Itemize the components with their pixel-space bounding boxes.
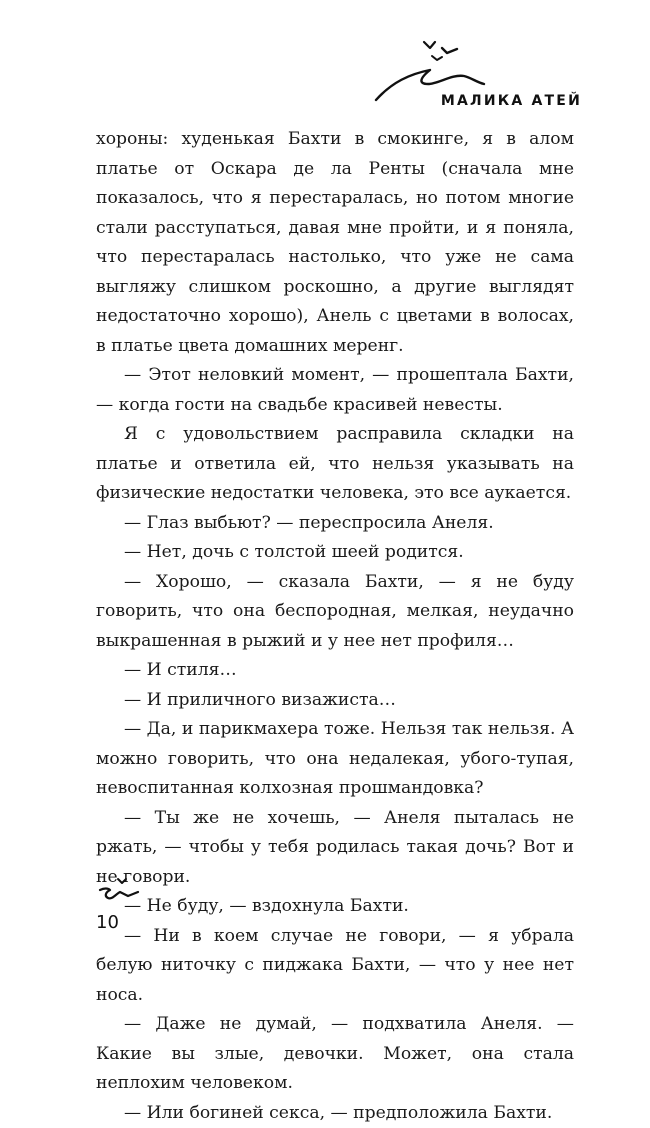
paragraph: хороны: худенькая Бахти в смокинге, я в алом платье от Оскара де ла Ренты (сначала мне показалось, что я перестаралась, но потом многие стали расступаться, давая мне пройти, и я поняла, что перестаралась настолько, что уже не сама выгляжу слишком роскошно, а другие выглядят недостаточно хорошо), Анель с цветами в волосах, в платье цвета домашних меренг. [96, 125, 574, 361]
paragraph: — Этот неловкий момент, — прошептала Бахти, — когда гости на свадьбе красивей невесты. [96, 361, 574, 420]
paragraph: — И приличного визажиста… [96, 686, 574, 716]
paragraph: — Даже не думай, — подхватила Анеля. — Какие вы злые, девочки. Может, она стала неплохим человеком. [96, 1010, 574, 1099]
paragraph: — И стиля… [96, 656, 574, 686]
paragraph: — Ты же не хочешь, — Анеля пыталась не ржать, — чтобы у тебя родилась такая дочь? Вот и не говори. [96, 804, 574, 893]
paragraph: — Не буду, — вздохнула Бахти. [96, 892, 574, 922]
page-text [96, 125, 574, 1128]
paragraph: — Глаз выбьют? — переспросила Анеля. [96, 509, 574, 539]
small-birds-icon [96, 876, 156, 908]
paragraph: — Нет, дочь с толстой шеей родится. [96, 538, 574, 568]
paragraph: — Ни в коем случае не говори, — я убрала белую ниточку с пиджака Бахти, — что у нее нет носа. [96, 922, 574, 1011]
paragraph: — Да, и парикмахера тоже. Нельзя так нельзя. А можно говорить, что она недалекая, убого-тупая, невоспитанная колхозная прошмандовка? [96, 715, 574, 804]
running-header-author: МАЛИКА АТЕЙ [441, 93, 582, 109]
page-number: 10 [96, 912, 119, 933]
paragraph: Я с удовольствием расправила складки на платье и ответила ей, что нельзя указывать на физические недостатки человека, это все аукается. [96, 420, 574, 509]
paragraph: — Хорошо, — сказала Бахти, — я не буду говорить, что она беспородная, мелкая, неудачно выкрашенная в рыжий и у нее нет профиля… [96, 568, 574, 657]
paragraph: — Или богиней секса, — предположила Бахти. [96, 1099, 574, 1128]
